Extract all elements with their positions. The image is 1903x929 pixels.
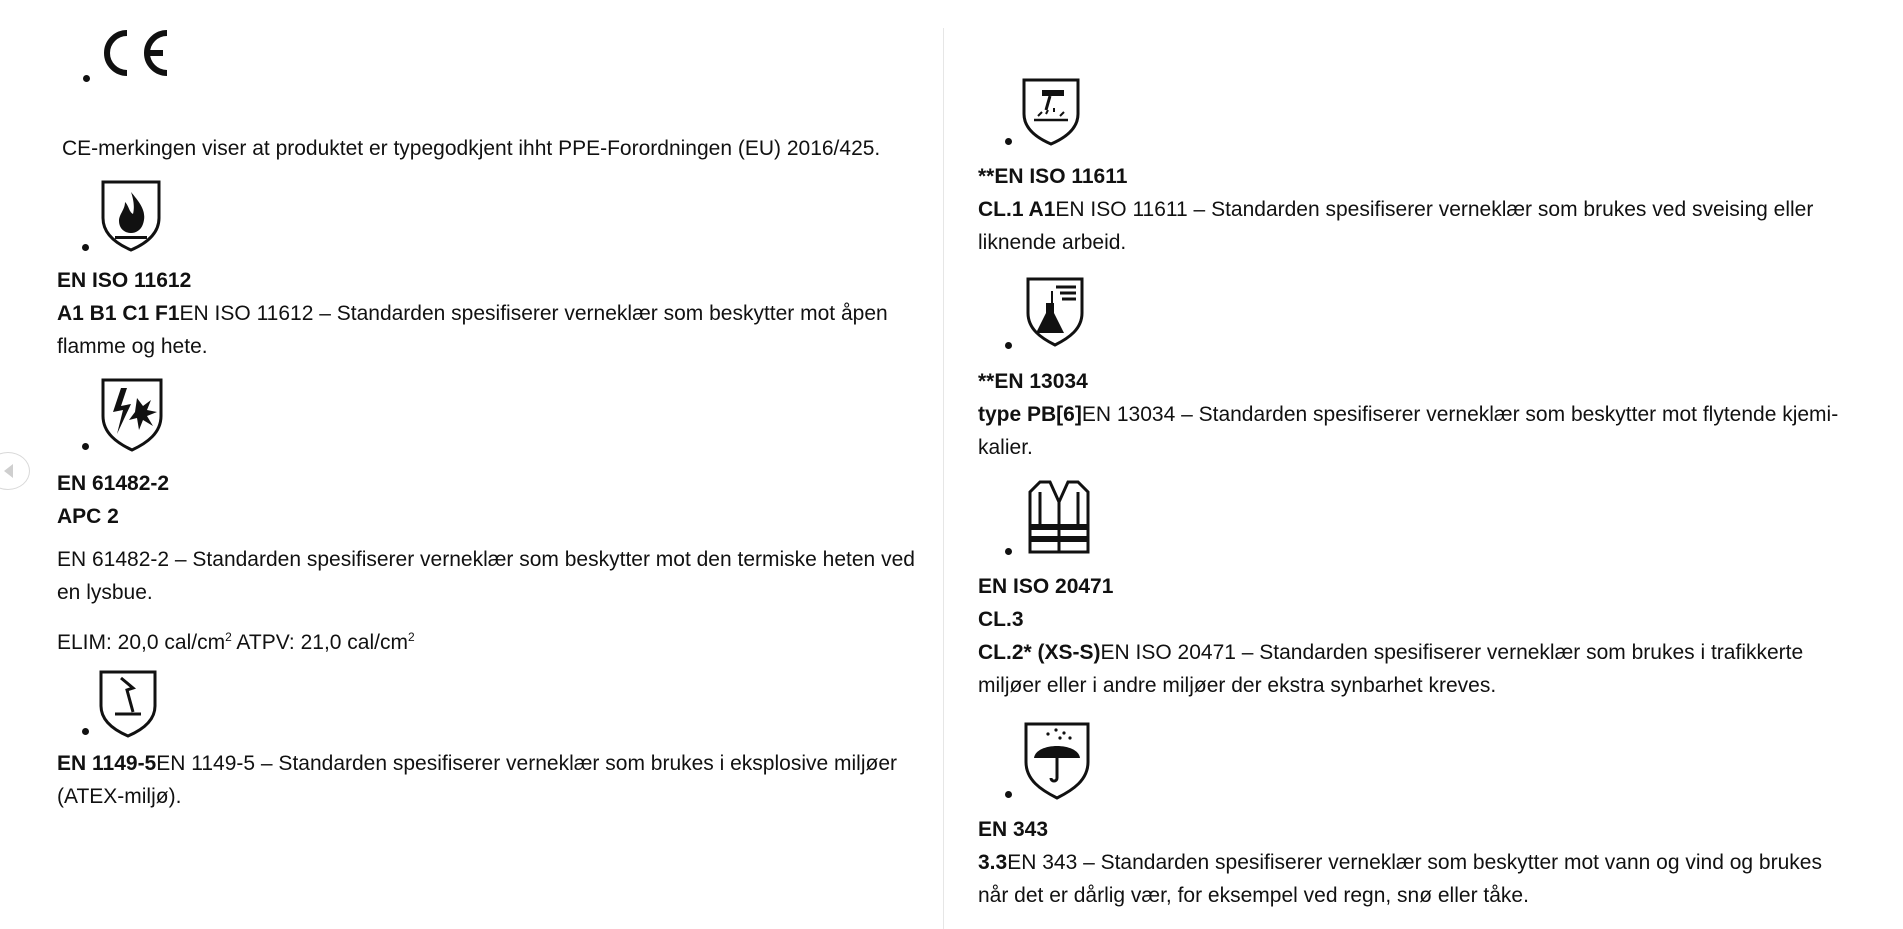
standard-description <box>978 193 1858 259</box>
antistatic-shield-icon <box>97 668 159 738</box>
standard-description <box>978 398 1858 464</box>
standard-title: EN ISO 20471 <box>978 575 1114 598</box>
ce-description: CE-merkingen viser at produktet er typegodkjent ihht PPE-Forordningen (EU) 2016/425. <box>62 137 881 160</box>
standard-grade: 3.3 <box>978 851 1008 874</box>
standard-description <box>978 846 1858 912</box>
standard-grade: CL.1 A1 <box>978 198 1056 221</box>
unit-exponent: 2 <box>407 630 415 644</box>
umbrella-rain-shield-icon <box>1022 720 1092 800</box>
list-bullet <box>1005 548 1012 555</box>
standard-grade: type PB[6] <box>978 403 1082 426</box>
standard-text: EN 13034 – Standarden spesifiserer verneklær som beskytter mot flytende kjemi-kalier. <box>978 403 1839 459</box>
list-bullet <box>1005 138 1012 145</box>
standard-title: EN 1149-5 <box>57 752 157 775</box>
standard-text: EN 1149-5 – Standarden spesifiserer verneklær som brukes i eksplosive miljøer (ATEX-miljø). <box>57 752 898 808</box>
flame-shield-icon <box>99 178 163 252</box>
standard-description: EN 61482-2 – Standarden spesifiserer verneklær som beskytter mot den termiske heten ved en lysbue. <box>57 548 915 604</box>
list-bullet <box>82 244 89 251</box>
standard-title: **EN 13034 <box>978 370 1088 393</box>
arc-rating-values <box>57 621 415 659</box>
previous-slide-arrow-icon[interactable] <box>0 452 30 490</box>
list-bullet <box>82 443 89 450</box>
chemical-shield-icon <box>1024 275 1086 347</box>
standard-description <box>57 297 917 363</box>
column-divider <box>943 28 944 929</box>
standard-title: **EN ISO 11611 <box>978 165 1128 188</box>
standard-text: EN 343 – Standarden spesifiserer verneklær som beskytter mot vann og vind og brukes når det er dårlig vær, for eksempel ved regn, snø eller tåke. <box>978 851 1822 907</box>
standard-title: EN 61482-2 <box>57 472 170 495</box>
elim-value: ELIM: 20,0 cal/cm <box>57 631 226 654</box>
standard-grade: APC 2 <box>57 505 119 528</box>
standard-grade-secondary: CL.2* (XS-S) <box>978 641 1101 664</box>
standard-text: EN ISO 20471 – Standarden spesifiserer verneklær som brukes i trafikkerte miljøer eller i andre miljøer der ekstra synbarhet kreves. <box>978 641 1804 697</box>
electric-arc-shield-icon <box>99 376 165 452</box>
list-bullet <box>82 728 89 735</box>
list-bullet <box>1005 342 1012 349</box>
standard-title: EN 343 <box>978 818 1049 841</box>
ce-mark-icon <box>97 27 171 79</box>
standard-description <box>57 747 917 813</box>
standard-text: EN ISO 11611 – Standarden spesifiserer verneklær som brukes ved sveising eller liknende arbeid. <box>978 198 1814 254</box>
high-visibility-vest-icon <box>1026 478 1092 556</box>
standard-description <box>978 636 1858 702</box>
standard-title: EN ISO 11612 <box>57 269 192 292</box>
standard-text: EN ISO 11612 – Standarden spesifiserer verneklær som beskytter mot åpen flamme og hete. <box>57 302 888 358</box>
standard-grade: A1 B1 C1 F1 <box>57 302 180 325</box>
list-bullet <box>83 75 90 82</box>
unit-exponent: 2 <box>225 630 232 644</box>
standard-grade: CL.3 <box>978 608 1024 631</box>
list-bullet <box>1005 791 1012 798</box>
atpv-value: ATPV: 21,0 cal/cm <box>231 631 408 654</box>
welding-shield-icon <box>1020 76 1082 146</box>
